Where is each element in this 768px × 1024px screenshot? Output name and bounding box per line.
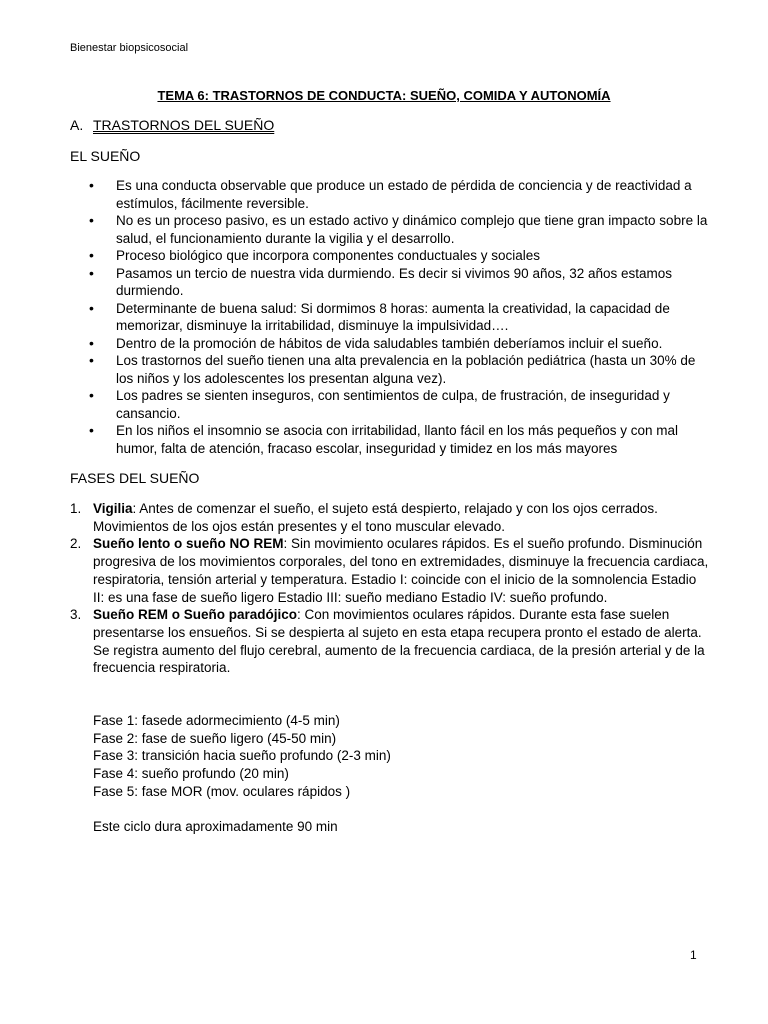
list-item: • Dentro de la promoción de hábitos de vida saludables también deberíamos incluir el sueño.	[89, 334, 663, 351]
stage-line: Fase 3: transición hacia sueño profundo (2-3 min)	[93, 748, 391, 764]
bullet-icon: •	[89, 212, 94, 228]
list-item: • Los trastornos del sueño tienen una alta prevalencia en la población pediátrica (hasta un 30% de los niños y los adolescentes los presentan alguna vez).	[89, 352, 696, 386]
stage-line: Fase 2: fase de sueño ligero (45-50 min)	[93, 730, 337, 746]
list-item: • Pasamos un tercio de nuestra vida durmiendo. Es decir si vivimos 90 años, 32 años estamos durmiendo.	[89, 264, 673, 298]
list-item: • Es una conducta observable que produce un estado de pérdida de conciencia y de reactividad a estímulos, fácilmente reversible.	[89, 177, 692, 211]
section-letter: A.	[70, 117, 84, 133]
bullet-icon: •	[89, 177, 94, 193]
phase-item: 2. Sueño lento o sueño NO REM: Sin movimiento oculares rápidos. Es el sueño profundo. Disminución progresiva de los movimientos corporales, del tono en extremidades, disminuye la frecuencia cardiaca, respiratoria, tensión arterial y temperatura. Estadio I: coincide con el inicio de la somnolencia Estadio II: es una fase de sueño ligero Estadio III: sueño mediano Estadio IV: sueño profundo.	[70, 536, 709, 605]
fases-heading: FASES DEL SUEÑO	[70, 470, 200, 486]
document-title: TEMA 6: TRASTORNOS DE CONDUCTA: SUEÑO, COMIDA Y AUTONOMÍA	[157, 88, 611, 103]
bullet-icon: •	[89, 264, 94, 281]
el-sueno-heading: EL SUEÑO	[70, 148, 141, 164]
phase-item: 3. Sueño REM o Sueño paradójico: Con movimientos oculares rápidos. Durante esta fase suelen presentarse los ensueños. Si se despierta al sujeto en esta etapa recupera pronto el estado de alerta. Se registra aumento del flujo cerebral, aumento de la frecuencia cardiaca, de la presión arterial y de la frecuencia respiratoria.	[70, 607, 705, 676]
list-item: • No es un proceso pasivo, es un estado activo y dinámico complejo que tiene gran impacto sobre la salud, el funcionamiento durante la vigilia y el desarrollo.	[89, 212, 708, 246]
cycle-note: Este ciclo dura aproximadamente 90 min	[93, 819, 338, 834]
list-item: • Determinante de buena salud: Si dormimos 8 horas: aumenta la creatividad, la capacidad de memorizar, disminuye la irritabilidad, disminuye la impulsividad….	[89, 299, 670, 333]
bullet-icon: •	[89, 352, 94, 368]
section-title: TRASTORNOS DEL SUEÑO	[93, 117, 275, 133]
bullet-icon: •	[89, 299, 94, 316]
stage-line: Fase 1: fasede adormecimiento (4-5 min)	[93, 713, 340, 728]
list-item: • Proceso biológico que incorpora componentes conductuales y sociales	[89, 247, 541, 263]
page-header: Bienestar biopsicosocial	[70, 42, 189, 54]
bullet-icon: •	[89, 247, 94, 263]
bullet-icon: •	[89, 422, 94, 438]
stage-line: Fase 4: sueño profundo (20 min)	[93, 766, 289, 782]
section-a-heading	[70, 117, 274, 133]
list-item: • En los niños el insomnio se asocia con irritabilidad, llanto fácil en los más pequeños y con mal humor, falta de atención, fracaso escolar, inseguridad y timidez en los más mayores	[89, 422, 679, 456]
fases-list	[70, 500, 710, 677]
stages-list	[93, 712, 391, 801]
stage-line: Fase 5: fase MOR (mov. oculares rápidos )	[93, 783, 351, 799]
page-number: 1	[690, 948, 697, 962]
phase-item: 1. Vigilia: Antes de comenzar el sueño, el sujeto está despierto, relajado y con los ojos cerrados. Movimientos de los ojos están presentes y el tono muscular elevado.	[70, 501, 658, 534]
el-sueno-bullet-list	[70, 177, 710, 457]
bullet-icon: •	[89, 334, 94, 351]
list-item: • Los padres se sienten inseguros, con sentimientos de culpa, de frustración, de inseguridad y cansancio.	[89, 387, 670, 421]
bullet-icon: •	[89, 387, 94, 403]
